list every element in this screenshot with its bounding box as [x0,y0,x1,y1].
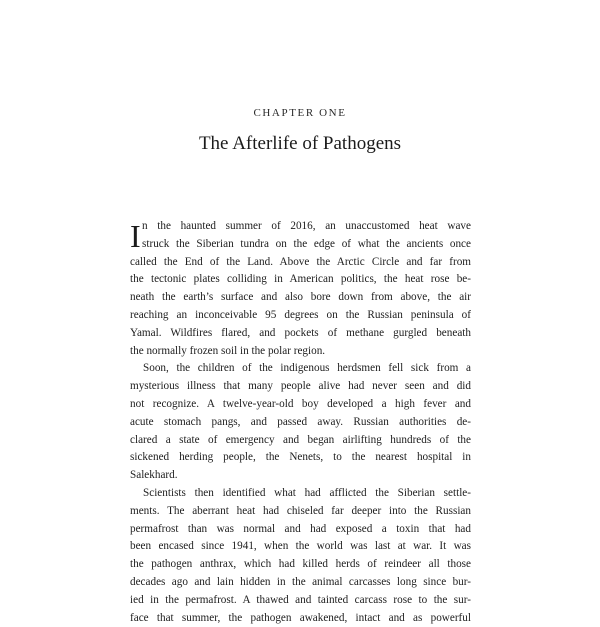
text-line: neath the earth’s surface and also bore down from above, the air [130,291,471,304]
text-line: mysterious illness that many people alive had never seen and did [130,380,471,393]
text-line: clared a state of emergency and began airlifting hundreds of the [130,433,471,446]
text-line: acute stomach pangs, and passed away. Russian authorities de- [130,415,471,428]
text-line: called the End of the Land. Above the Arctic Circle and far from [130,255,471,268]
text-line: decades ago and lain hidden in the animal carcasses long since bur- [130,575,471,588]
text-line: ments. The aberrant heat had chiseled far deeper into the Russian [130,504,471,517]
text-line: reaching an inconceivable 95 degrees on the Russian peninsula of [130,308,471,321]
text-line: face that summer, the pathogen awakened, intact and as powerful [130,611,471,624]
text-line: the normally frozen soil in the polar region. [130,344,326,357]
text-line: Yamal. Wildfires flared, and pockets of methane gurgled beneath [130,326,471,339]
body-text [130,218,471,627]
text-line: Scientists then identified what had afflicted the Siberian settle- [143,486,471,499]
drop-cap: I [130,218,141,254]
text-line: the pathogen anthrax, which had killed herds of reindeer all those [130,558,471,571]
text-line: permafrost than was normal and had exposed a toxin that had [130,522,471,535]
text-line: n the haunted summer of 2016, an unaccustomed heat wave [142,220,471,232]
text-line: Salekhard. [130,469,178,482]
text-line: Soon, the children of the indigenous herdsmen fell sick from a [143,362,471,375]
text-line: sickened herding people, the Nenets, to the nearest hospital in [130,451,471,464]
text-line: been encased since 1941, when the world was last at war. It was [130,540,471,553]
chapter-label: CHAPTER ONE [253,107,347,119]
text-line: not recognize. A twelve-year-old boy developed a high fever and [130,397,471,410]
text-line: struck the Siberian tundra on the edge of what the ancients once [142,237,471,250]
text-line: the tectonic plates colliding in American politics, the heat rose be- [130,273,471,286]
chapter-title: The Afterlife of Pathogens [198,133,402,154]
text-line: ied in the permafrost. A thawed and tainted carcass rose to the sur- [130,593,471,606]
